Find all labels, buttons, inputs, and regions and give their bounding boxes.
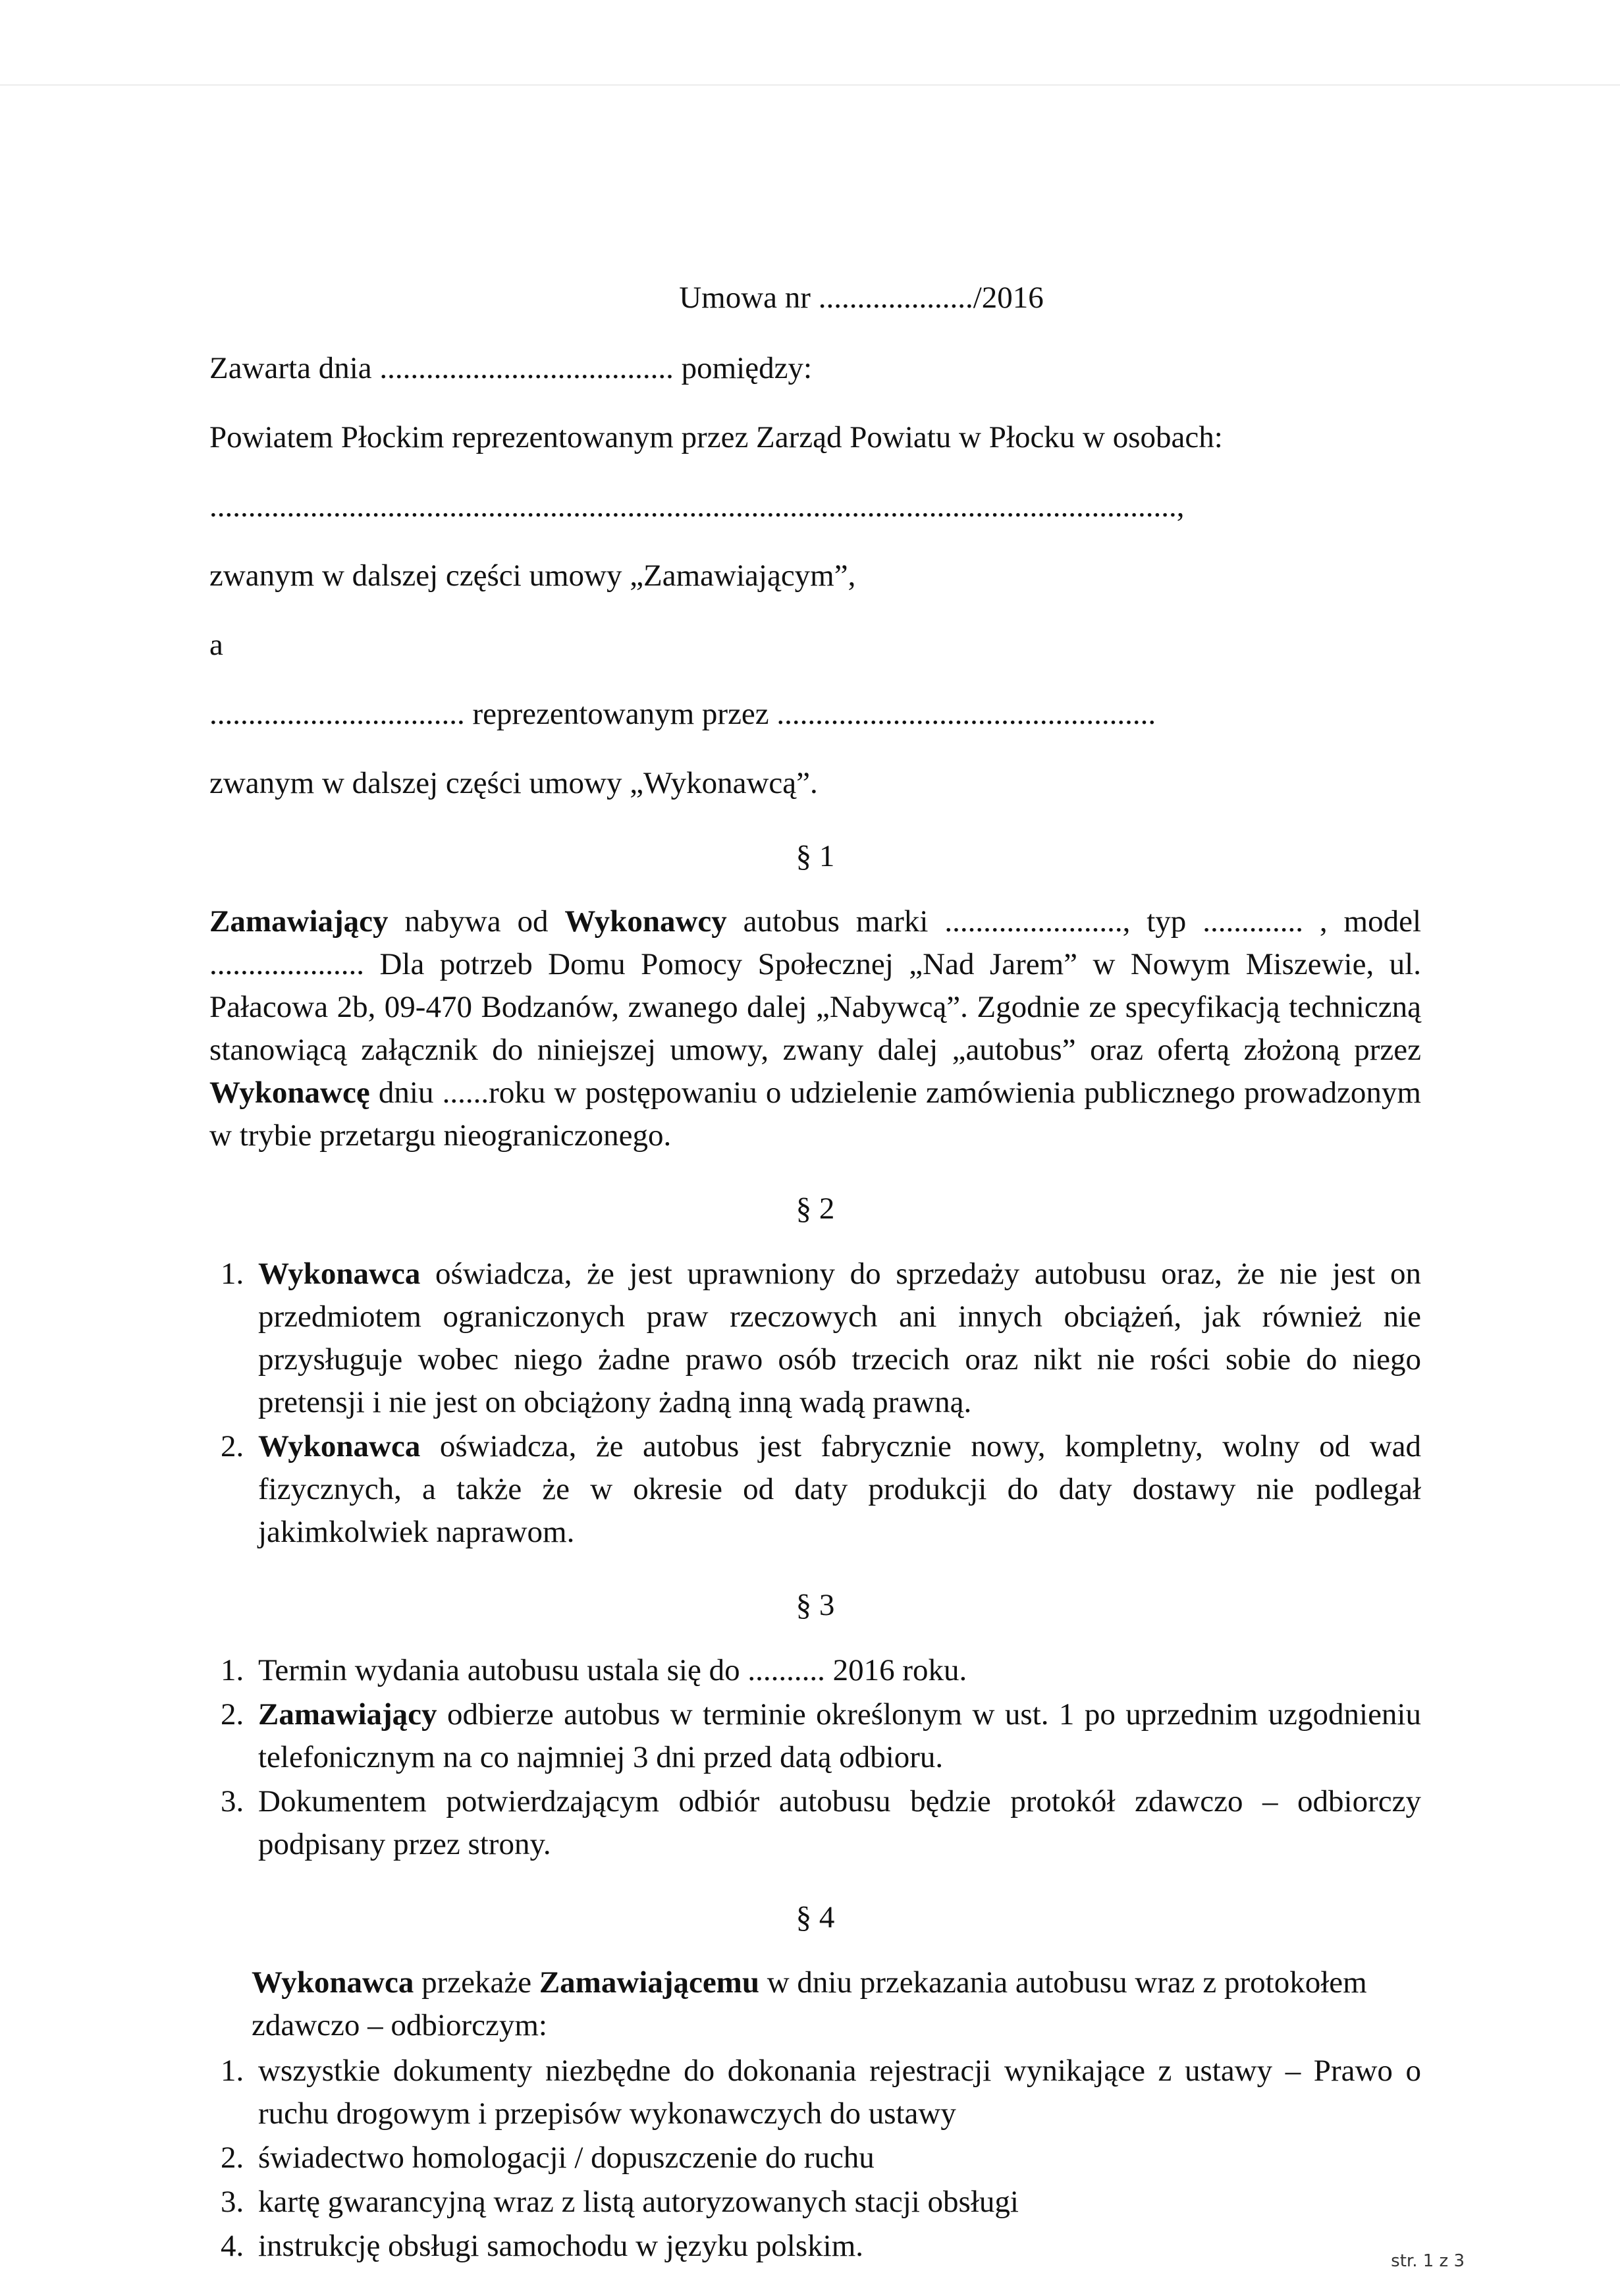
section-2-item-1-text: oświadcza, że jest uprawniony do sprzedaży autobusu oraz, że nie jest on przedmiotem ograniczonych praw rzeczowych ani innych obciążeń, jak również nie przysługuje wobec niego żadne prawo osób trzecich oraz nikt nie rości sobie do niego pretensji i nie jest on obciążony żadną inną wadą prawną.: [258, 1257, 1421, 1419]
section-4-bold-zamawiajacemu: Zamawiającemu: [539, 1965, 759, 2000]
section-2-item-1-bold: Wykonawca: [258, 1257, 421, 1291]
section-2-item-2-text: oświadcza, że autobus jest fabrycznie nowy, kompletny, wolny od wad fizycznych, a także że w okresie od daty produkcji do daty dostawy nie podlegał jakimkolwiek naprawom.: [258, 1429, 1421, 1549]
section-1-bold-zamawiajacy: Zamawiający: [209, 904, 389, 939]
section-1-bold-wykonawcy: Wykonawcy: [564, 904, 727, 939]
section-3-item-3: 3. Dokumentem potwierdzającym odbiór autobusu będzie protokół zdawczo – odbiorczy podpisany przez strony.: [252, 1780, 1421, 1866]
section-4-intro: [209, 1961, 1421, 2047]
section-1-text-b: autobus marki ......................., typ ............. , model .................... Dla potrzeb Domu Pomocy Społecznej „Nad Jarem” w Nowym Miszewie, ul. Pałacowa 2b, 09-470 Bodzanów, zwanego dalej „Nabywcą”. Zgodnie ze specyfikacją techniczną stanowiącą załącznik do niniejszej umowy, zwany dalej „autobus” oraz ofertą złożoną przez: [209, 904, 1422, 1067]
section-3-list: [209, 1649, 1421, 1866]
section-1-paragraph: [209, 900, 1421, 1157]
section-4-bold-wykonawca: Wykonawca: [252, 1965, 414, 2000]
party-two-line: ................................. reprezentowanym przez .................................................: [209, 697, 1156, 731]
party-one-line: Powiatem Płockim reprezentowanym przez Zarząd Powiatu w Płocku w osobach:: [209, 420, 1223, 454]
section-4-heading: § 4: [796, 1900, 835, 1934]
section-4-item-1: 1. wszystkie dokumenty niezbędne do dokonania rejestracji wynikające z ustawy – Prawo o ruchu drogowym i przepisów wykonawczych do ustawy: [252, 2050, 1421, 2135]
page-number: str. 1 z 3: [1391, 2251, 1465, 2271]
scan-edge-line: [0, 84, 1620, 86]
section-3-item-1: 1. Termin wydania autobusu ustala się do .......... 2016 roku.: [252, 1649, 1421, 1692]
contract-date-line: Zawarta dnia ...................................... pomiędzy:: [209, 351, 813, 385]
section-4-intro-text-a: przekaże: [414, 1965, 539, 2000]
section-1-text-a: nabywa od: [388, 904, 565, 939]
section-4-item-4: 4. instrukcję obsługi samochodu w języku polskim.: [252, 2225, 1421, 2268]
conjunction-a: a: [209, 628, 223, 662]
section-2-item-1: [252, 1253, 1421, 1424]
section-4-item-3: 3. kartę gwarancyjną wraz z listą autoryzowanych stacji obsługi: [252, 2181, 1421, 2224]
zamawiajacy-definition: zwanym w dalszej części umowy „Zamawiającym”,: [209, 559, 856, 593]
section-3-item-2: [252, 1693, 1421, 1779]
section-1-text-c: dniu ......roku w postępowaniu o udzielenie zamówienia publicznego prowadzonym w trybie przetargu nieograniczonego.: [209, 1076, 1421, 1153]
document-body: [209, 277, 1421, 2281]
section-4-item-2: 2. świadectwo homologacji / dopuszczenie do ruchu: [252, 2137, 1421, 2179]
section-3-heading: § 3: [796, 1588, 835, 1622]
section-4-list: [209, 2050, 1421, 2268]
section-2-item-2: [252, 1425, 1421, 1554]
section-3-item-2-text: odbierze autobus w terminie określonym w ust. 1 po uprzednim uzgodnieniu telefonicznym na co najmniej 3 dni przed datą odbioru.: [258, 1697, 1421, 1774]
section-3-item-2-bold: Zamawiający: [258, 1697, 437, 1732]
section-2-heading: § 2: [796, 1191, 835, 1226]
contract-title: Umowa nr ..................../2016: [679, 281, 1044, 315]
wykonawca-definition: zwanym w dalszej części umowy „Wykonawcą”.: [209, 766, 818, 800]
section-2-list: [209, 1253, 1421, 1554]
party-one-representatives: .............................................................................................................................,: [209, 489, 1185, 524]
section-4-intro-text-b: w dniu przekazania autobusu wraz z protokołem zdawczo – odbiorczym:: [252, 1965, 1367, 2042]
section-2-item-2-bold: Wykonawca: [258, 1429, 421, 1463]
section-1-heading: § 1: [796, 839, 835, 873]
section-1-bold-wykonawce: Wykonawcę: [209, 1076, 370, 1110]
